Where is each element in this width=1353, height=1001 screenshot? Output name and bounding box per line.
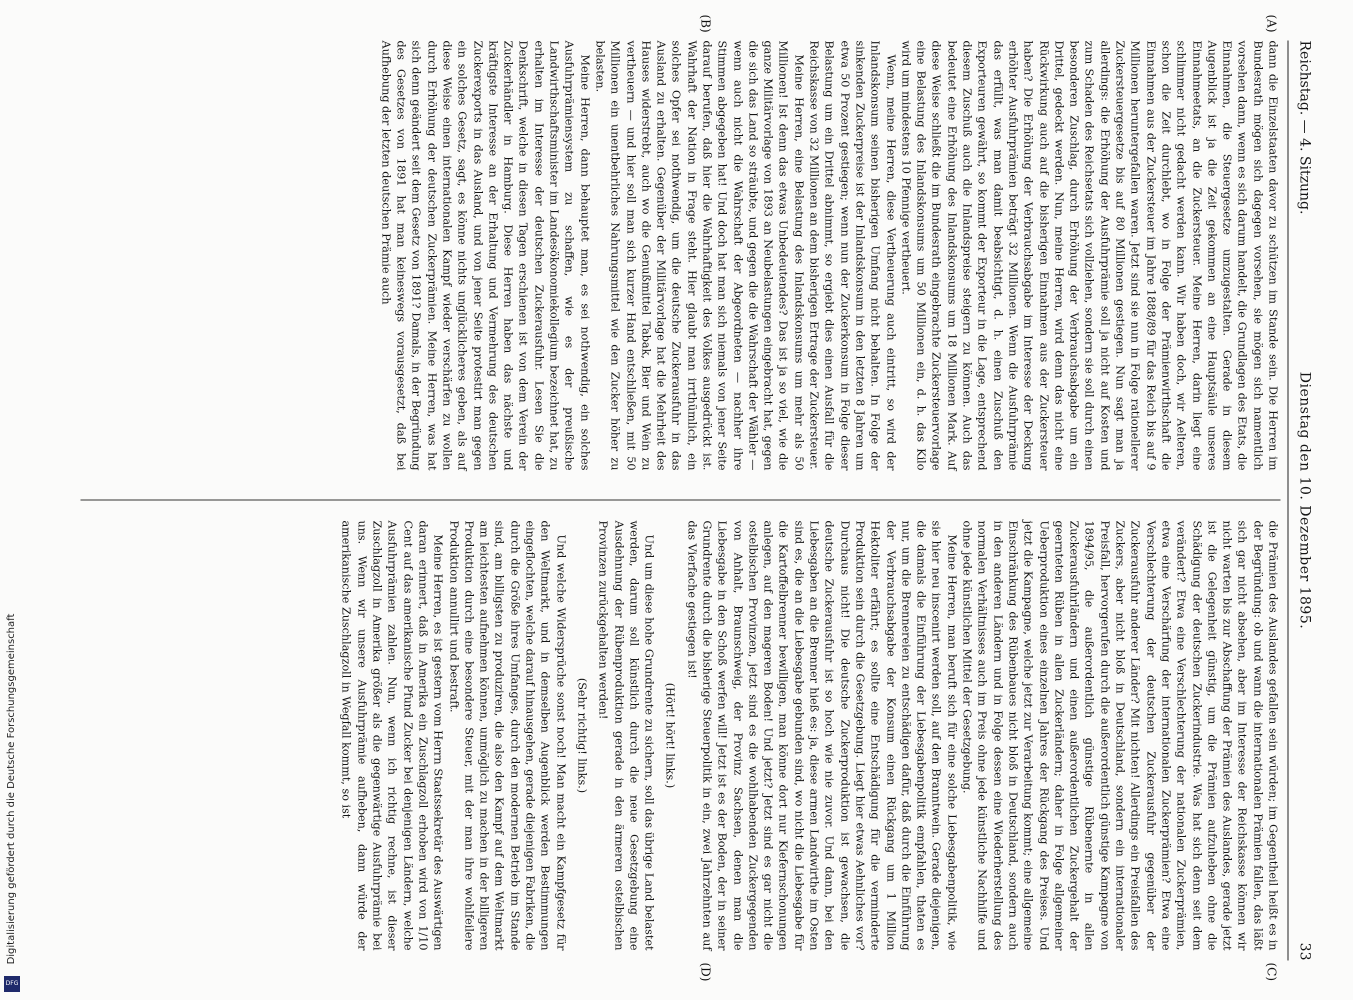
left-text-column [378, 41, 1281, 471]
interjection: (Sehr richtig! links.) [575, 677, 589, 794]
paragraph: die Prämien des Auslandes gefallen sein würden; im Gegentheil heißt es in der Begründung: ob und wann die internationalen Prämien fallen, das läßt sich gar nicht absehen, aber im Interesse der Reichskasse können wir nicht warten bis zur Abschaffung der Prämien des Auslandes, gerade jetzt ist die Gelegenheit günstig, um die Prämien aufzuheben ohne die Schädigung der deutschen Zuckerindustrie. Was hat sich denn seit dem verändert? Etwa eine Verschlechterung der nationalen Zuckerprämien, etwa eine Verschärfung der internationalen Zuckerprämien? Etwa eine Verschlechterung der deutschen Zuckerausfuhr gegenüber der Zuckerausfuhr anderer Länder? Mit nichten! Allerdings ein Preisfallen des Zuckers, aber nicht bloß in Deutschland, sondern ein internationaler Preisfall, hervorgerufen durch die außerordentlich günstige Kampagne von 1894/95, die außerordentlich günstige Rübenernte in allen Zuckerausfuhrländern und einen außerordentlichen Zuckergehalt der geernteten Rüben in allen Zuckerländern; daher in Folge allgemeiner Ueberproduktion eines einzelnen Jahres der Rückgang des Preises. Und jetzt die Kampagne, welche jetzt zur Verarbeitung kommt; eine allgemeine Einschränkung des Rübenbaues nicht bloß in Deutschland, sondern auch in den anderen Ländern und in Folge dessen eine Wiederherstellung des normalen Verhältnisses auch im Preis ohne jede künstliche Nachhilfe und ohne jede künstlichen Mittel der Gesetzgebung. [960, 520, 1280, 951]
interjection: (Hört! hört! links.) [663, 682, 677, 789]
paragraph: Und um diese hohe Grundrente zu sichern, soll das übrige Land belastet werden, darum soll künstlich durch die neue Gesetzgebung eine Ausdehnung der Rübenproduktion gerade in den ärmeren ostelbischen Provinzen zurückgehalten werden! [596, 520, 656, 951]
right-text-column [339, 521, 1281, 951]
page-number: 33 [1296, 942, 1313, 961]
paragraph: Meine Herren, eine Belastung des Inlandskonsums um mehr als 50 Millionen! Ist denn das etwas Unbedeutendes? Das ist ja so viel, wie die ganze Militärvorlage von 1893 an Neubelastungen eingebracht hat, gegen die sich das Land so sträubte, und gegen die die Wahrschaft der Wähler — wenn auch nicht die Wahrschaft der Abgeordneten — nachher ihre Stimmen abgegeben hat! Und doch hat man sich niemals von jener Seite darauf berufen, daß hier die Wahrhaftigkeit des Volkes ausgedrückt ist. Wahrhaft der Nation in Frage steht. Hier glaubt man irrthümlich, ein solches Opfer sei nothwendig, um die deutsche Zuckerausfuhr in das Ausland zu erhalten. Gegenüber der Militärvorlage hat die Mehrheit des Hauses widerstrebt, auch wo die Genußmittel Tabak, Bier und Wein zu vertheuern — und hier soll man sich kurzer Hand entschließen, mit 50 Millionen ein unentbehrliches Nahrungsmittel wie den Zucker höher zu belasten. [593, 40, 806, 471]
margin-mark-d: (D) [698, 962, 713, 982]
margin-mark-c: (C) [1264, 962, 1279, 982]
paragraph: Und welche Widersprüche sonst noch! Man macht ein Kampfgesetz für den Weltmarkt, und in demselben Augenblick werden Bestimmungen eingeflochten, welche darauf hinausgehen, gerade diejenigen Fabriken, die durch die Größe ihres Umfanges, durch den modernen Betrieb im Stande sind, am billigsten zu produziren, die also den Kampf auf dem Weltmarkt am leichtesten aufnehmen können, unmöglich zu machen in der billigeren Produktion durch eine besondere Steuer, mit der man ihre wohlfeilere Produktion annullirt und bestraft. [447, 520, 568, 951]
running-header [1288, 41, 1313, 961]
header-session: Reichstag. — 4. Sitzung. [1296, 40, 1313, 215]
digitization-credit-text: Digitalisierung gefördert durch die Deutsche Forschungsgemeinschaft [6, 613, 17, 965]
paragraph: dann die Einzelstaaten davor zu schützen im Stande sein. Die Herren im Bundesrath mögen sich dagegen vorsehen, sie mögen sich namentlich vorsehen dann, wenn es sich darum handelt, die Grundlagen des Etats, die Einnahmen, die Steuergesetze umzugestalten. Gerade in diesem Augenblick ist ja die Zeit gekommen an eine Hauptsäule unseres Einnahmeetats, an die Zuckersteuer. Meine Herren, darin liegt eine schlimmer nicht gedacht werden kann. Wir haben doch, wir Aelteren, schon die Zeit durchlebt, wo in Folge der Prämienwirthschaft die Einnahmen aus der Zuckersteuer im Jahre 1888/89 für das Reich bis auf 9 Millionen heruntergefallen waren. Jetzt sind sie nun in Folge rationellerer Zuckersteuergesetze bis auf 80 Millionen gestiegen. Nun sagt man ja allerdings: die Erhöhung der Ausfuhrprämie soll ja nicht auf Kosten und zum Schaden des Reichsetats sich vollziehen, sondern sie soll durch einen besonderen Zuschlag, durch Erhöhung der Verbrauchsabgabe um ein Drittel, gedeckt werden. Nun, meine Herren, wird denn das nicht eine Rückwirkung auch auf die bisherigen Einnahmen aus der Zuckersteuer haben? Die Erhöhung der Verbrauchsabgabe im Interesse der Deckung erhöhter Ausfuhrprämien beträgt 32 Millionen. Wenn die Ausfuhrprämie das erfüllt, was man damit beabsichtigt, d. h. einen Zuschuß den Exporteuren gewährt, so kommt der Exporteur in die Lage, entsprechend diesem Zuschuß auch die Inlandspreise steigern zu können. Auch das bedeutet eine Erhöhung des Inlandskonsums um 18 Millionen Mark. Auf diese Weise schließt die im Bundesrath eingebrachte Zuckersteuervorlage eine Belastung des Inlandskonsums um 50 Millionen ein, d. h. das Kilo wird um mindestens 10 Pfennige vertheuert. [899, 40, 1280, 471]
digitization-credit [6, 604, 20, 974]
column-divider [81, 500, 1281, 501]
paragraph: Meine Herren, dann behauptet man, es sei nothwendig, ein solches Ausfuhrprämiensystem zu schaffen, wie es der preußische Landwirthschaftsminister im Landesökonomiekollegium bezeichnet hat, zu erhalten im Interesse der deutschen Zuckerausfuhr. Lesen Sie die Denkschrift, welche in diesen Tagen erschienen ist von dem Verein der Zuckerhändler in Hamburg. Diese Herren haben das nächste und kräftigste Interesse an der Erhaltung und Vermehrung des deutschen Zuckerexports in das Ausland, und von jener Seite protestirt man gegen ein solches Gesetz, sagt, es könne nichts unglücklicheres geben, als auf diese Weise einen internationalen Kampf wieder verschärfen zu wollen durch Erhöhung der deutschen Zuckerprämien. Meine Herren, was hat sich denn geändert seit dem Gesetz von 1891? Damals, in der Begründung des Gesetzes von 1891 hat man keineswegs vorausgesetzt, daß bei Aufhebung der letzten deutschen Prämie auch [379, 40, 592, 471]
rotated-document-page [0, 1, 1353, 1001]
paragraph: Meine Herren, man beruft sich für eine solche Liebesgabenpolitik, wie sie hier neu inscenirt werden soll, auf den Branntwein. Gerade diejenigen, die damals die Einführung der Liebesgabenpolitik empfahlen, thaten es nur, um die Brennereien zu entschädigen dafür, daß durch die Einführung der Verbrauchsabgabe der Konsum einen Rückgang um 1 Million Hektoliter erfährt; es sollte eine Entschädigung für die verminderte Produktion sein durch die Gesetzgebung. Liegt hier etwas Aehnliches vor? Durchaus nicht! Die deutsche Zuckerproduktion ist gewachsen, die deutsche Zuckerausfuhr ist so hoch wie nie zuvor. Und dann, bei den Liebesgaben an die Brenner hieß es: ja, diese armen Landwirthe im Osten sind es, die an die Liebesgabe gebunden sind, wo nicht die Liebesgabe für die Kartoffelbrenner bewilligen, man könne dort nur Kiefernschonungen anlegen, auf den mageren Boden! Und jetzt? Jetzt sind es gar nicht die ostelbischen Provinzen, jetzt sind es die wohlhabenden Zuckergegenden von Anhalt, Braunschweig, der Provinz Sachsen, denen man die Liebesgabe in den Schoß werfen will! Jetzt ist es der Boden, der in seiner Grundrente durch die bisherige Steuerpolitik in ein, zwei Jahrzehnten auf das Vierfache gestiegen ist! [685, 520, 959, 951]
margin-mark-a: (A) [1264, 14, 1279, 33]
dfg-logo: DFG [4, 976, 20, 992]
paragraph: Wenn, meine Herren, diese Vertheuerung auch eintritt, so wird der Inlandskonsum seinen bisherigen Umfang nicht behalten. In Folge der sinkenden Zuckerpreise ist der Inlandskonsum in den letzten 8 Jahren um etwa 50 Prozent gestiegen; wenn nun der Zuckerkonsum in Folge dieser Belastung um ein Drittel abnimmt, so ergiebt dies einen Ausfall für die Reichskasse von 32 Millionen an dem bisherigen Ertrage der Zuckersteuer. [807, 40, 898, 471]
paragraph: Meine Herren, es ist gestern vom Herrn Staatssekretär des Auswärtigen daran erinnert, daß in Amerika ein Zuschlagzoll erhoben wird von 1/10 Cent auf das amerikanische Pfund Zucker bei denjenigen Ländern, welche Ausfuhrprämien zahlen. Nun, wenn ich richtig rechne, ist dieser Zuschlagzoll in Amerika größer als die gegenwärtige Ausfuhrprämie bei uns. Wenn wir unsere Ausfuhrprämie aufheben, dann würde der amerikanische Zuschlagzoll in Wegfall kommt, so ist [339, 520, 445, 951]
margin-mark-b: (B) [698, 14, 713, 33]
header-date: Dienstag den 10. Dezember 1895. [1296, 371, 1313, 630]
